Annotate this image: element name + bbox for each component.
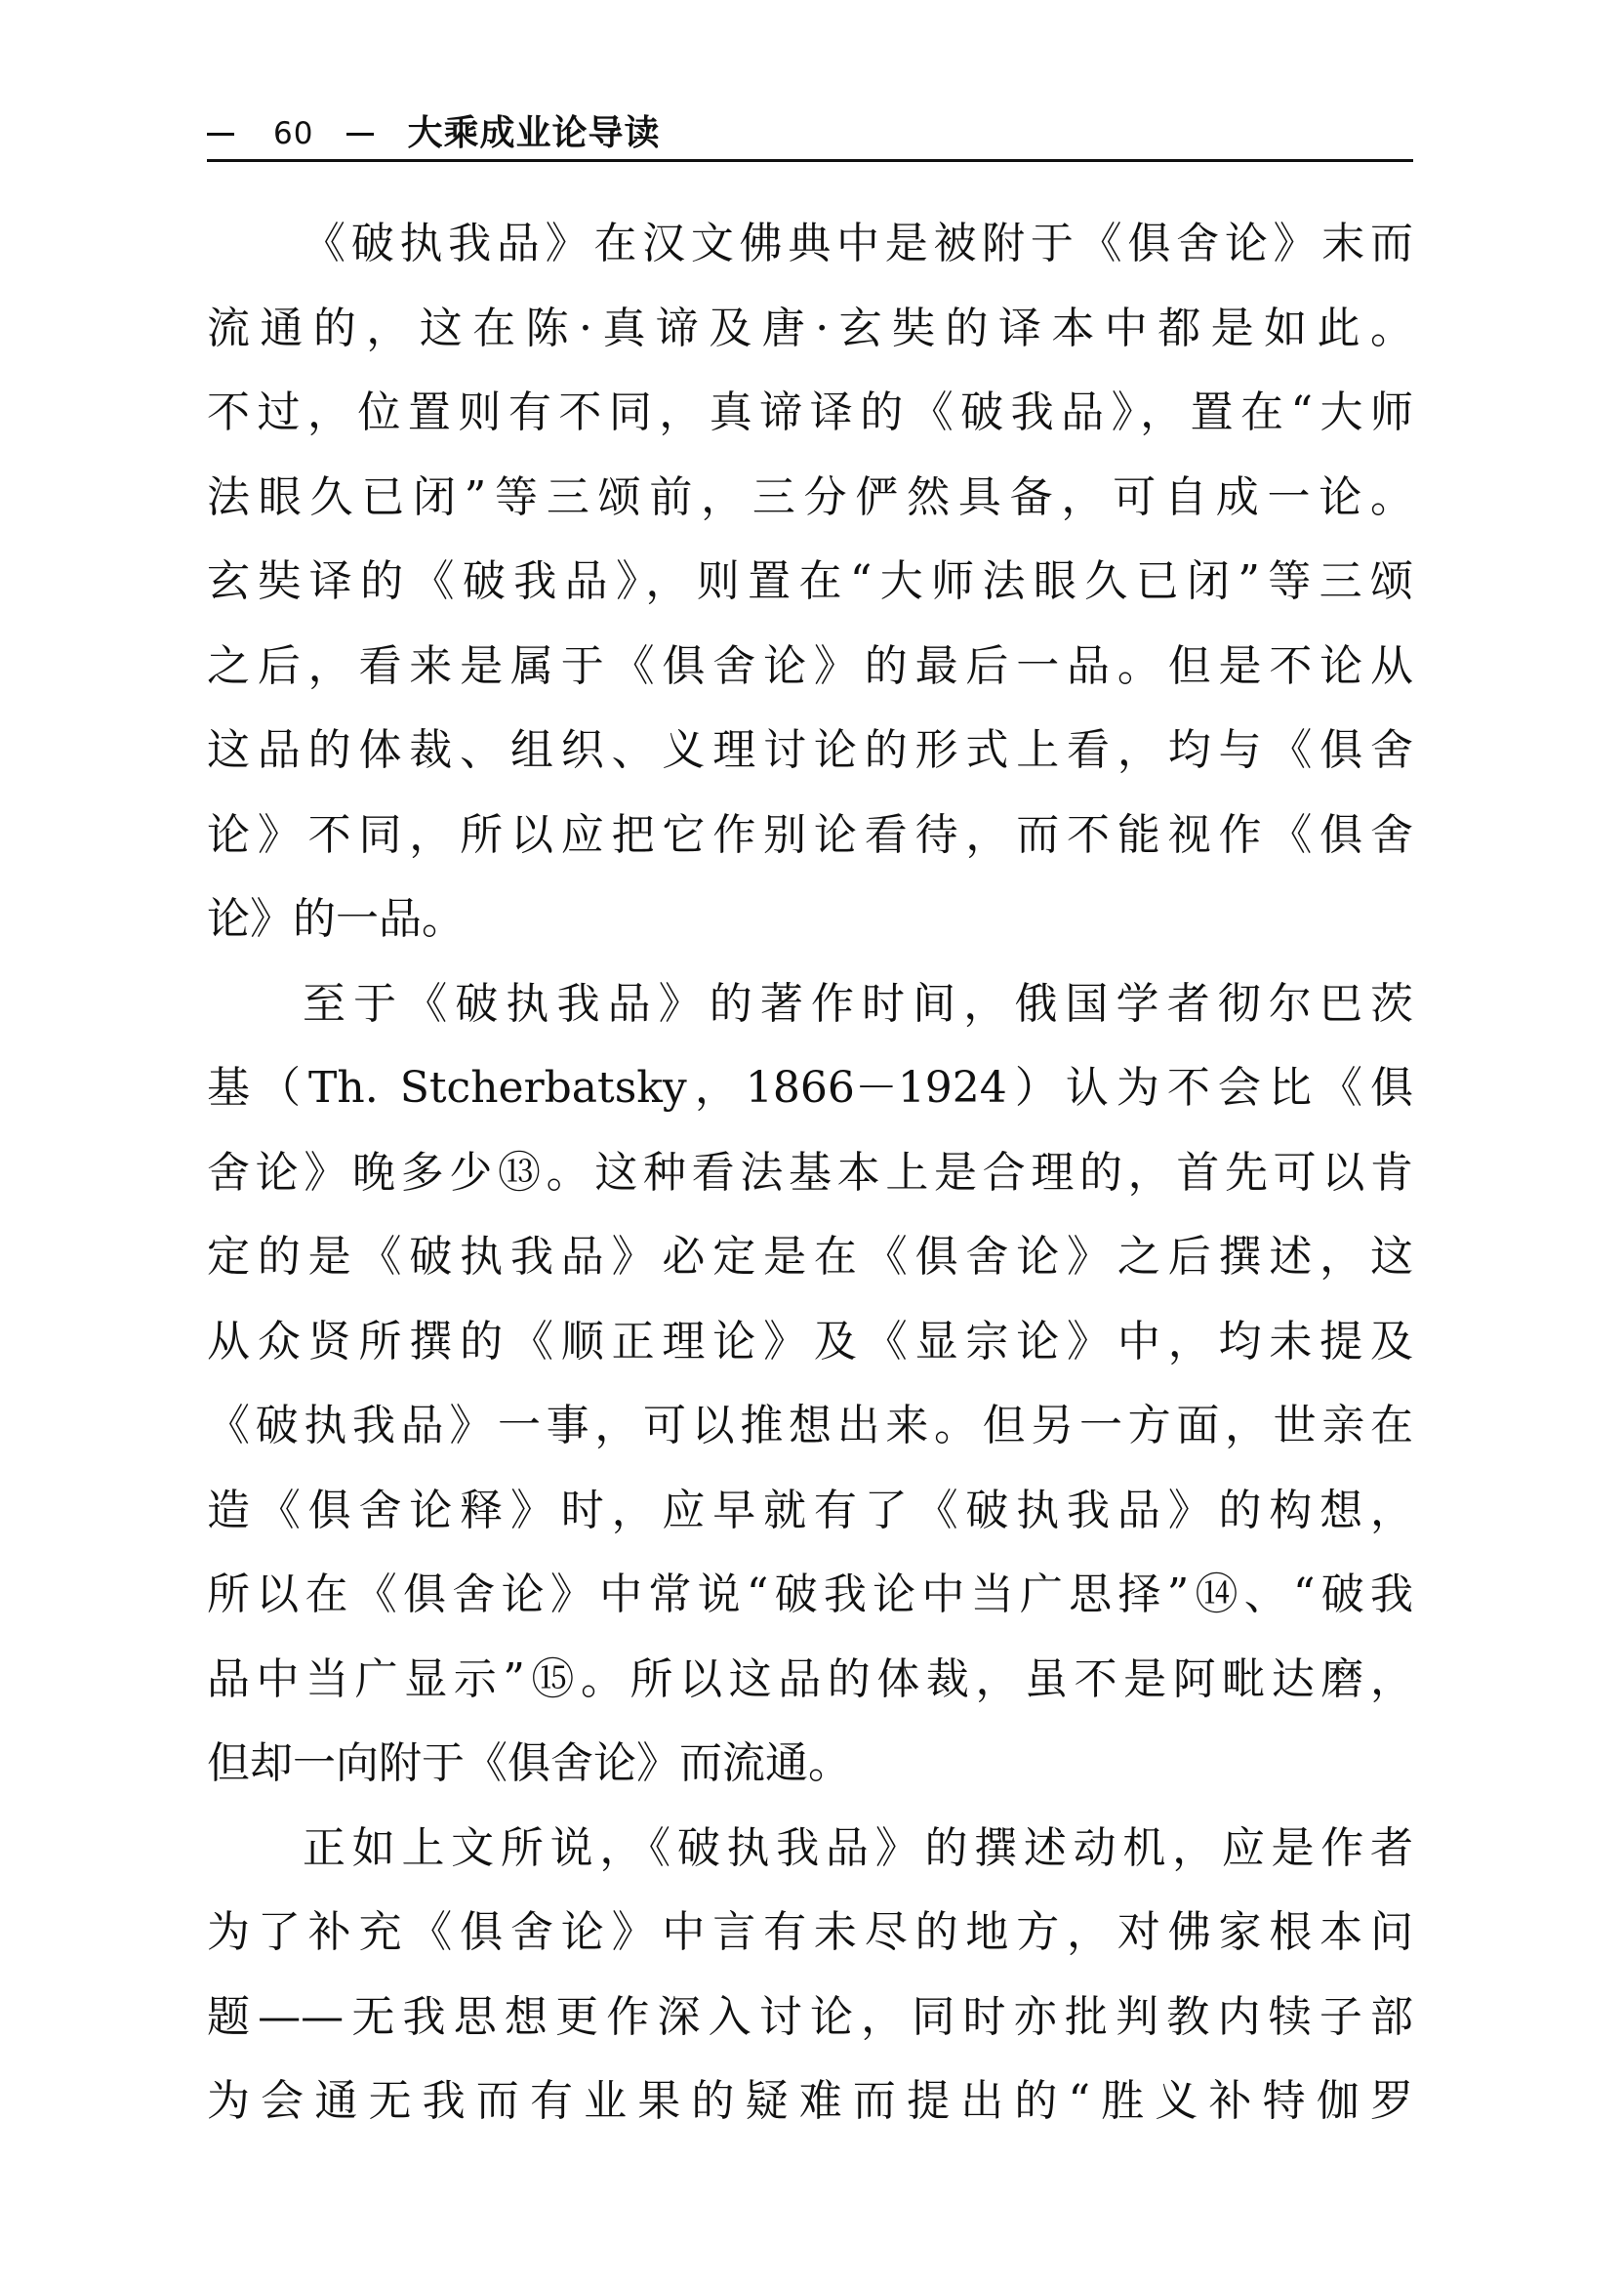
text-line: 论》不同，所以应把它作别论看待，而不能视作《俱舍	[207, 809, 1413, 860]
text-line: 舍论》晚多少⑬。这种看法基本上是合理的，首先可以肯	[207, 1147, 1413, 1198]
text-line: 流通的，这在陈·真谛及唐·玄奘的译本中都是如此。	[207, 303, 1413, 353]
text-line: 这品的体裁、组织、义理讨论的形式上看，均与《俱舍	[207, 725, 1413, 775]
text-line: 题——无我思想更作深入讨论，同时亦批判教内犊子部	[207, 1991, 1413, 2042]
text-line: 所以在《俱舍论》中常说“破我论中当广思择”⑭、“破我	[207, 1570, 1413, 1619]
book-title: 大乘成业论导读	[407, 113, 661, 153]
header-dash-left	[207, 133, 234, 136]
text-line: 论》的一品。	[207, 894, 465, 944]
page-number: 60	[273, 116, 314, 151]
text-line: 玄奘译的《破我品》，则置在“大师法眼久已闭”等三颂	[207, 556, 1413, 606]
text-line: 不过，位置则有不同，真谛译的《破我品》，置在“大师	[207, 387, 1413, 437]
text-line: 从众贤所撰的《顺正理论》及《显宗论》中，均未提及	[207, 1316, 1413, 1366]
text-line: 定的是《破执我品》必定是在《俱舍论》之后撰述，这	[207, 1232, 1413, 1282]
text-line: 正如上文所说，《破执我品》的撰述动机，应是作者	[303, 1822, 1413, 1873]
text-line: 法眼久已闭”等三颂前，三分俨然具备，可自成一论。	[207, 471, 1413, 522]
text-line: 造《俱舍论释》时，应早就有了《破执我品》的构想，	[207, 1485, 1413, 1535]
header-dash-right	[346, 133, 374, 136]
text-line: 《破执我品》一事，可以推想出来。但另一方面，世亲在	[207, 1401, 1413, 1450]
text-line: 为了补充《俱舍论》中言有未尽的地方，对佛家根本问	[207, 1907, 1413, 1957]
text-line: 《破执我品》在汉文佛典中是被附于《俱舍论》末而	[303, 219, 1413, 268]
text-line: 至于《破执我品》的著作时间，俄国学者彻尔巴茨	[303, 978, 1413, 1029]
running-header	[207, 109, 1417, 158]
text-line: 之后，看来是属于《俱舍论》的最后一品。但是不论从	[207, 640, 1413, 691]
text-line: 为会通无我而有业果的疑难而提出的“胜义补特伽罗	[207, 2076, 1413, 2126]
body-text	[207, 202, 1413, 2144]
header-rule	[207, 159, 1413, 162]
text-line: 基（Th. Stcherbatsky，1866－1924）认为不会比《俱	[207, 1063, 1413, 1113]
text-line: 但却一向附于《俱舍论》而流通。	[207, 1738, 851, 1788]
text-line: 品中当广显示”⑮。所以这品的体裁，虽不是阿毗达磨，	[207, 1653, 1413, 1704]
